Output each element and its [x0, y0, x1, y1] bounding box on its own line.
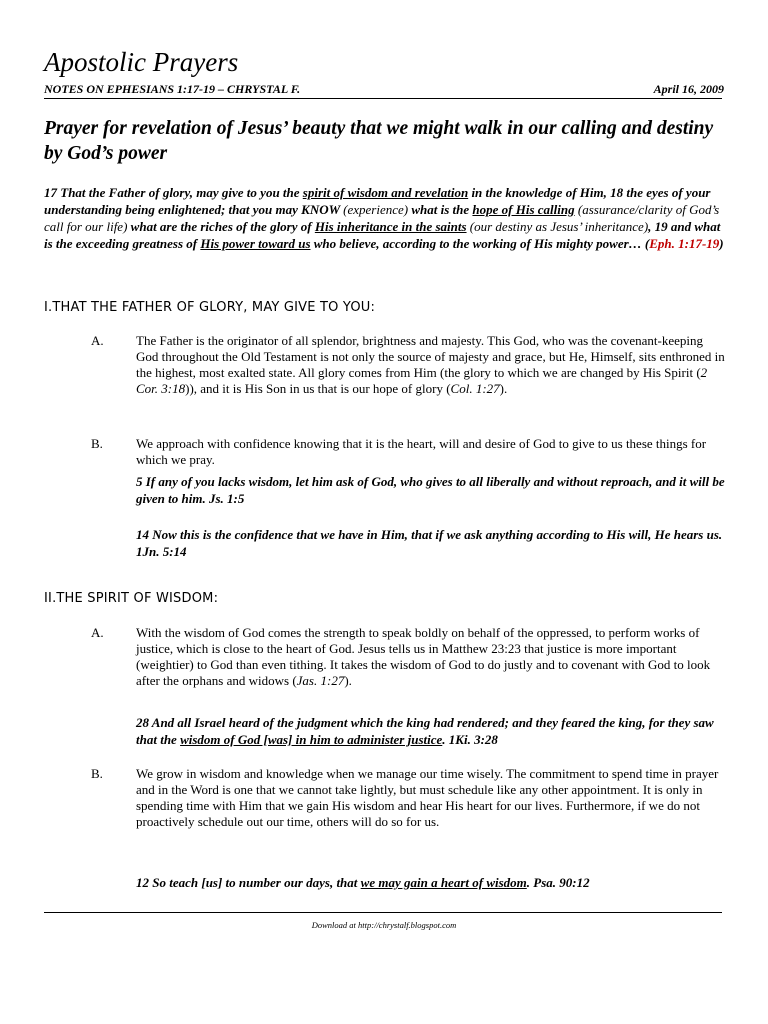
scripture-underline: hope of His calling — [472, 202, 575, 217]
scripture-underline: His inheritance in the saints — [314, 219, 467, 234]
section1-item-a-text — [136, 333, 726, 397]
section1-verse-james: 5 If any of you lacks wisdom, let him ask of God, who gives to all liberally and without reproach, and it will be given to him. Js. 1:5 — [136, 474, 725, 506]
document-subtitle: NOTES ON EPHESIANS 1:17-19 – CHRYSTAL F. — [44, 82, 301, 96]
paragraph-text: With the wisdom of God comes the strength to speak boldly on behalf of the oppressed, to perform works of justice, which is close to the heart of God. Jesus tells us in Matthew 23:23 that justice is more important (weightier) to God than even tithing. It takes the wisdom of God to do justly and to covenant with God to look after the orphans and widows ( — [136, 625, 711, 688]
paragraph-text: The Father is the originator of all splendor, brightness and majesty. This God, who was the covenant-keeping God throughout the Old Testament is not only the source of majesty and grace, but He, Himself, sits enthroned in the highest, most exalted state. All glory comes from Him (the glory to which we are changed by His Spirit ( — [136, 333, 725, 380]
paragraph-text: )), and it is His Son in us that is our hope of glory ( — [185, 381, 451, 396]
section1-item-b-letter: B. — [91, 436, 103, 451]
scripture-underline: His power toward us — [200, 236, 311, 251]
scripture-text: ) — [719, 236, 724, 251]
verse-underline: we may gain a heart of wisdom — [360, 875, 527, 890]
verse-text: 28 And all Israel heard of the judgment which the king had rendered; and they feared the king, for they saw that the — [136, 715, 714, 747]
scripture-note: (experience) — [343, 202, 409, 217]
section-heading-2: II.THE SPIRIT OF WISDOM: — [44, 591, 219, 606]
scripture-text: in the knowledge of Him, 18 the eyes of your understanding being enlightened; that you may KNOW — [44, 185, 711, 217]
section2-item-a-letter: A. — [91, 625, 104, 640]
scripture-text: what is the — [408, 202, 473, 217]
section2-verse-psalm — [136, 874, 726, 891]
scripture-text: what are the riches of the glory of — [127, 219, 315, 234]
section1-verse-1john: 14 Now this is the confidence that we have in Him, that if we ask anything according to His will, He hears us. 1Jn. 5:14 — [136, 527, 723, 559]
section1-item-a-letter: A. — [91, 333, 104, 348]
header-rule — [44, 98, 722, 99]
section2-verse-1kings — [136, 714, 726, 748]
section-heading-1: I.THAT THE FATHER OF GLORY, MAY GIVE TO YOU: — [44, 300, 376, 315]
verse-text: . 1Ki. 3:28 — [442, 732, 498, 747]
prayer-heading: Prayer for revelation of Jesus’ beauty that we might walk in our calling and destiny by God’s power — [44, 118, 714, 164]
document-date: April 16, 2009 — [653, 82, 724, 96]
scripture-text: , 19 and what is the exceeding greatness of — [44, 219, 721, 251]
verse-reference: Col. 1:27 — [450, 381, 500, 396]
section2-item-b-text: We grow in wisdom and knowledge when we manage our time wisely. The commitment to spend time in prayer and in the Word is one that we cannot take lightly, but must schedule like any other appointment. It is only in spending time with Him that we gain His wisdom and hear His heart for our lives. Furthermore, if we do not proactively schedule out our time, others will do so for us. — [136, 766, 719, 829]
footer-rule — [44, 912, 722, 913]
scripture-note: (assurance/clarity of God’s call for our life) — [44, 202, 720, 234]
footer-download-link[interactable]: Download at http://chrystalf.blogspot.com — [311, 920, 457, 930]
section2-item-b-letter: B. — [91, 766, 103, 781]
verse-underline: wisdom of God [was] in him to administer justice — [180, 732, 443, 747]
section2-item-a-text — [136, 625, 726, 689]
scripture-text: 17 That the Father of glory, may give to you the — [44, 185, 303, 200]
paragraph-text: ). — [499, 381, 508, 396]
document-title: Apostolic Prayers — [44, 47, 239, 77]
scripture-text: who believe, according to the working of His mighty power… ( — [310, 236, 650, 251]
scripture-reference: Eph. 1:17-19 — [649, 236, 720, 251]
scripture-underline: spirit of wisdom and revelation — [302, 185, 469, 200]
verse-reference: Jas. 1:27 — [296, 673, 345, 688]
verse-reference: 2 Cor. 3:18 — [136, 365, 708, 396]
section1-item-b-text: We approach with confidence knowing that it is the heart, will and desire of God to give to us these things for which we pray. — [136, 436, 707, 467]
scripture-note: (our destiny as Jesus’ inheritance) — [469, 219, 649, 234]
verse-text: 12 So teach [us] to number our days, that — [136, 875, 361, 890]
paragraph-text: ). — [344, 673, 352, 688]
scripture-passage — [44, 184, 724, 252]
verse-text: . Psa. 90:12 — [526, 875, 590, 890]
